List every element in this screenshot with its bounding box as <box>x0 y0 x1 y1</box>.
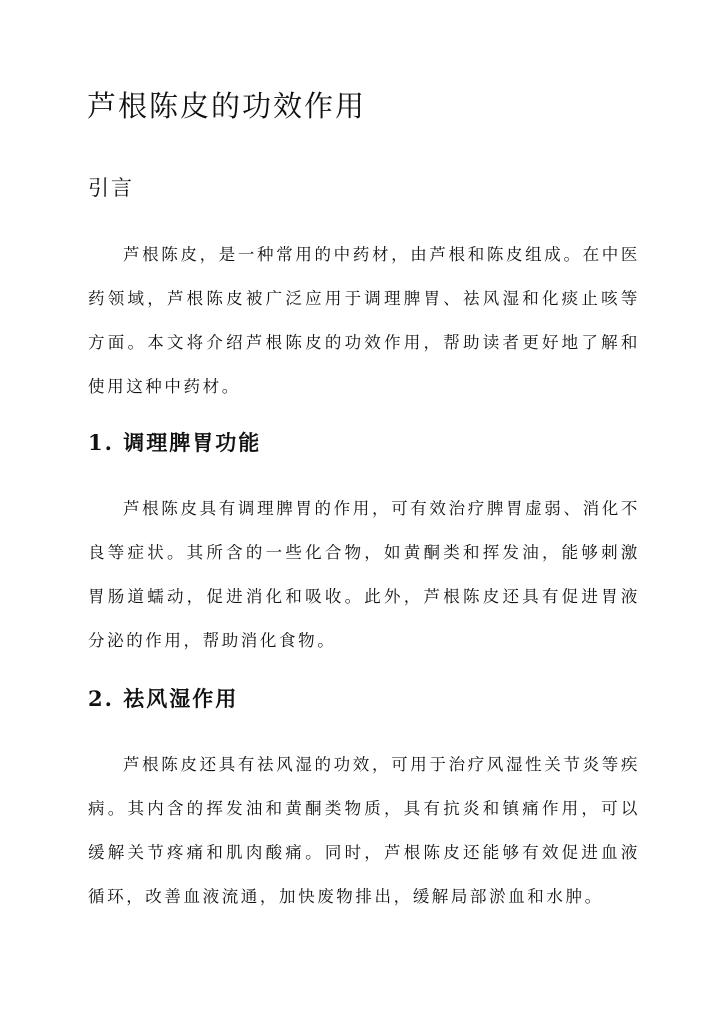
section-body-spleen-stomach: 芦根陈皮具有调理脾胃的作用，可有效治疗脾胃虚弱、消化不良等症状。其所含的一些化合物，如黄酮类和挥发油，能够刺激胃肠道蠕动，促进消化和吸收。此外，芦根陈皮还具有促进胃液分泌的作用，帮助消化食物。 <box>88 499 640 650</box>
section-heading-wind-dampness: 2. 祛风湿作用 <box>88 686 239 711</box>
section-heading-introduction: 引言 <box>88 176 134 200</box>
section-body-wind-dampness: 芦根陈皮还具有祛风湿的功效，可用于治疗风湿性关节炎等疾病。其内含的挥发油和黄酮类物质，具有抗炎和镇痛作用，可以缓解关节疼痛和肌肉酸痛。同时，芦根陈皮还能够有效促进血液循环，改善血液流通，加快废物排出，缓解局部淤血和水肿。 <box>88 755 640 906</box>
section-heading-spleen-stomach: 1. 调理脾胃功能 <box>88 430 262 455</box>
document-title: 芦根陈皮的功效作用 <box>87 89 367 123</box>
section-body-introduction: 芦根陈皮，是一种常用的中药材，由芦根和陈皮组成。在中医药领域，芦根陈皮被广泛应用于调理脾胃、祛风湿和化痰止咳等方面。本文将介绍芦根陈皮的功效作用，帮助读者更好地了解和使用这种中药材。 <box>88 245 640 396</box>
